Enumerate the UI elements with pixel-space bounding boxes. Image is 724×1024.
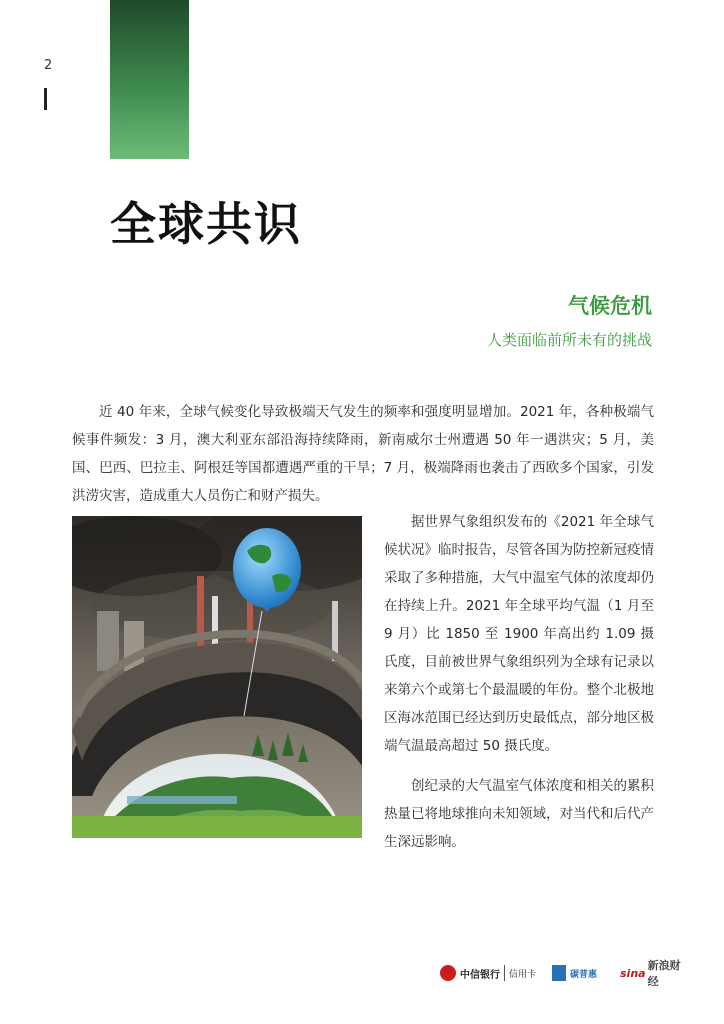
page-number: 2 [44,58,53,73]
page-title: 全球共识 [110,197,302,251]
partner-mark-icon [552,965,566,981]
partner-logo [552,960,597,986]
partner-logo-text: 碳普惠 [570,969,598,980]
citic-mark-icon [440,965,456,981]
logo-divider [504,965,505,981]
report-paragraph: 据世界气象组织发布的《2021 年全球气候状况》临时报告，尽管各国为防控新冠疫情采取了多种措施，大气中温室气体的浓度却仍在持续上升。2021 年全球平均气温（1 月至 9 月）比 1850 至 1900 年高出约 1.09 摄氏度，目前被世界气象组织列为全球有记录以来第六个或第七个最温暖的年份。整个北极地区海冰范围已经达到历史最低点，部分地区极端气温最高超过 50 摄氏度。 [384,514,654,754]
sina-finance-text: 新浪财经 [647,959,681,988]
conclusion-paragraph: 创纪录的大气温室气体浓度和相关的累积热量已将地球推向未知领域，对当代和后代产生深远影响。 [384,778,654,850]
citic-bank-logo [440,960,536,986]
climate-illustration [72,516,362,838]
footer-logos [440,960,690,986]
citic-logo-text: 中信银行 [460,969,500,981]
intro-paragraph: 近 40 年来，全球气候变化导致极端天气发生的频率和强度明显增加。2021 年，各种极端气候事件频发：3 月，澳大利亚东部沿海持续降雨，新南威尔士州遭遇 50 年一遇洪灾；5 月，美国、巴西、巴拉圭、阿根廷等国都遭遇严重的干旱；7 月，极端降雨也袭击了西欧多个国家，引发洪涝灾害，造成重大人员伤亡和财产损失。 [72,404,654,504]
citic-card-text: 信用卡 [509,969,537,980]
page-marker-bar [44,88,47,110]
sina-logo-text: sina [620,966,646,980]
sina-finance-logo [620,960,690,986]
section-heading: 气候危机 [568,294,652,318]
section-subtitle: 人类面临前所未有的挑战 [486,331,652,349]
right-column-text [384,508,654,868]
header-green-band [110,0,189,159]
